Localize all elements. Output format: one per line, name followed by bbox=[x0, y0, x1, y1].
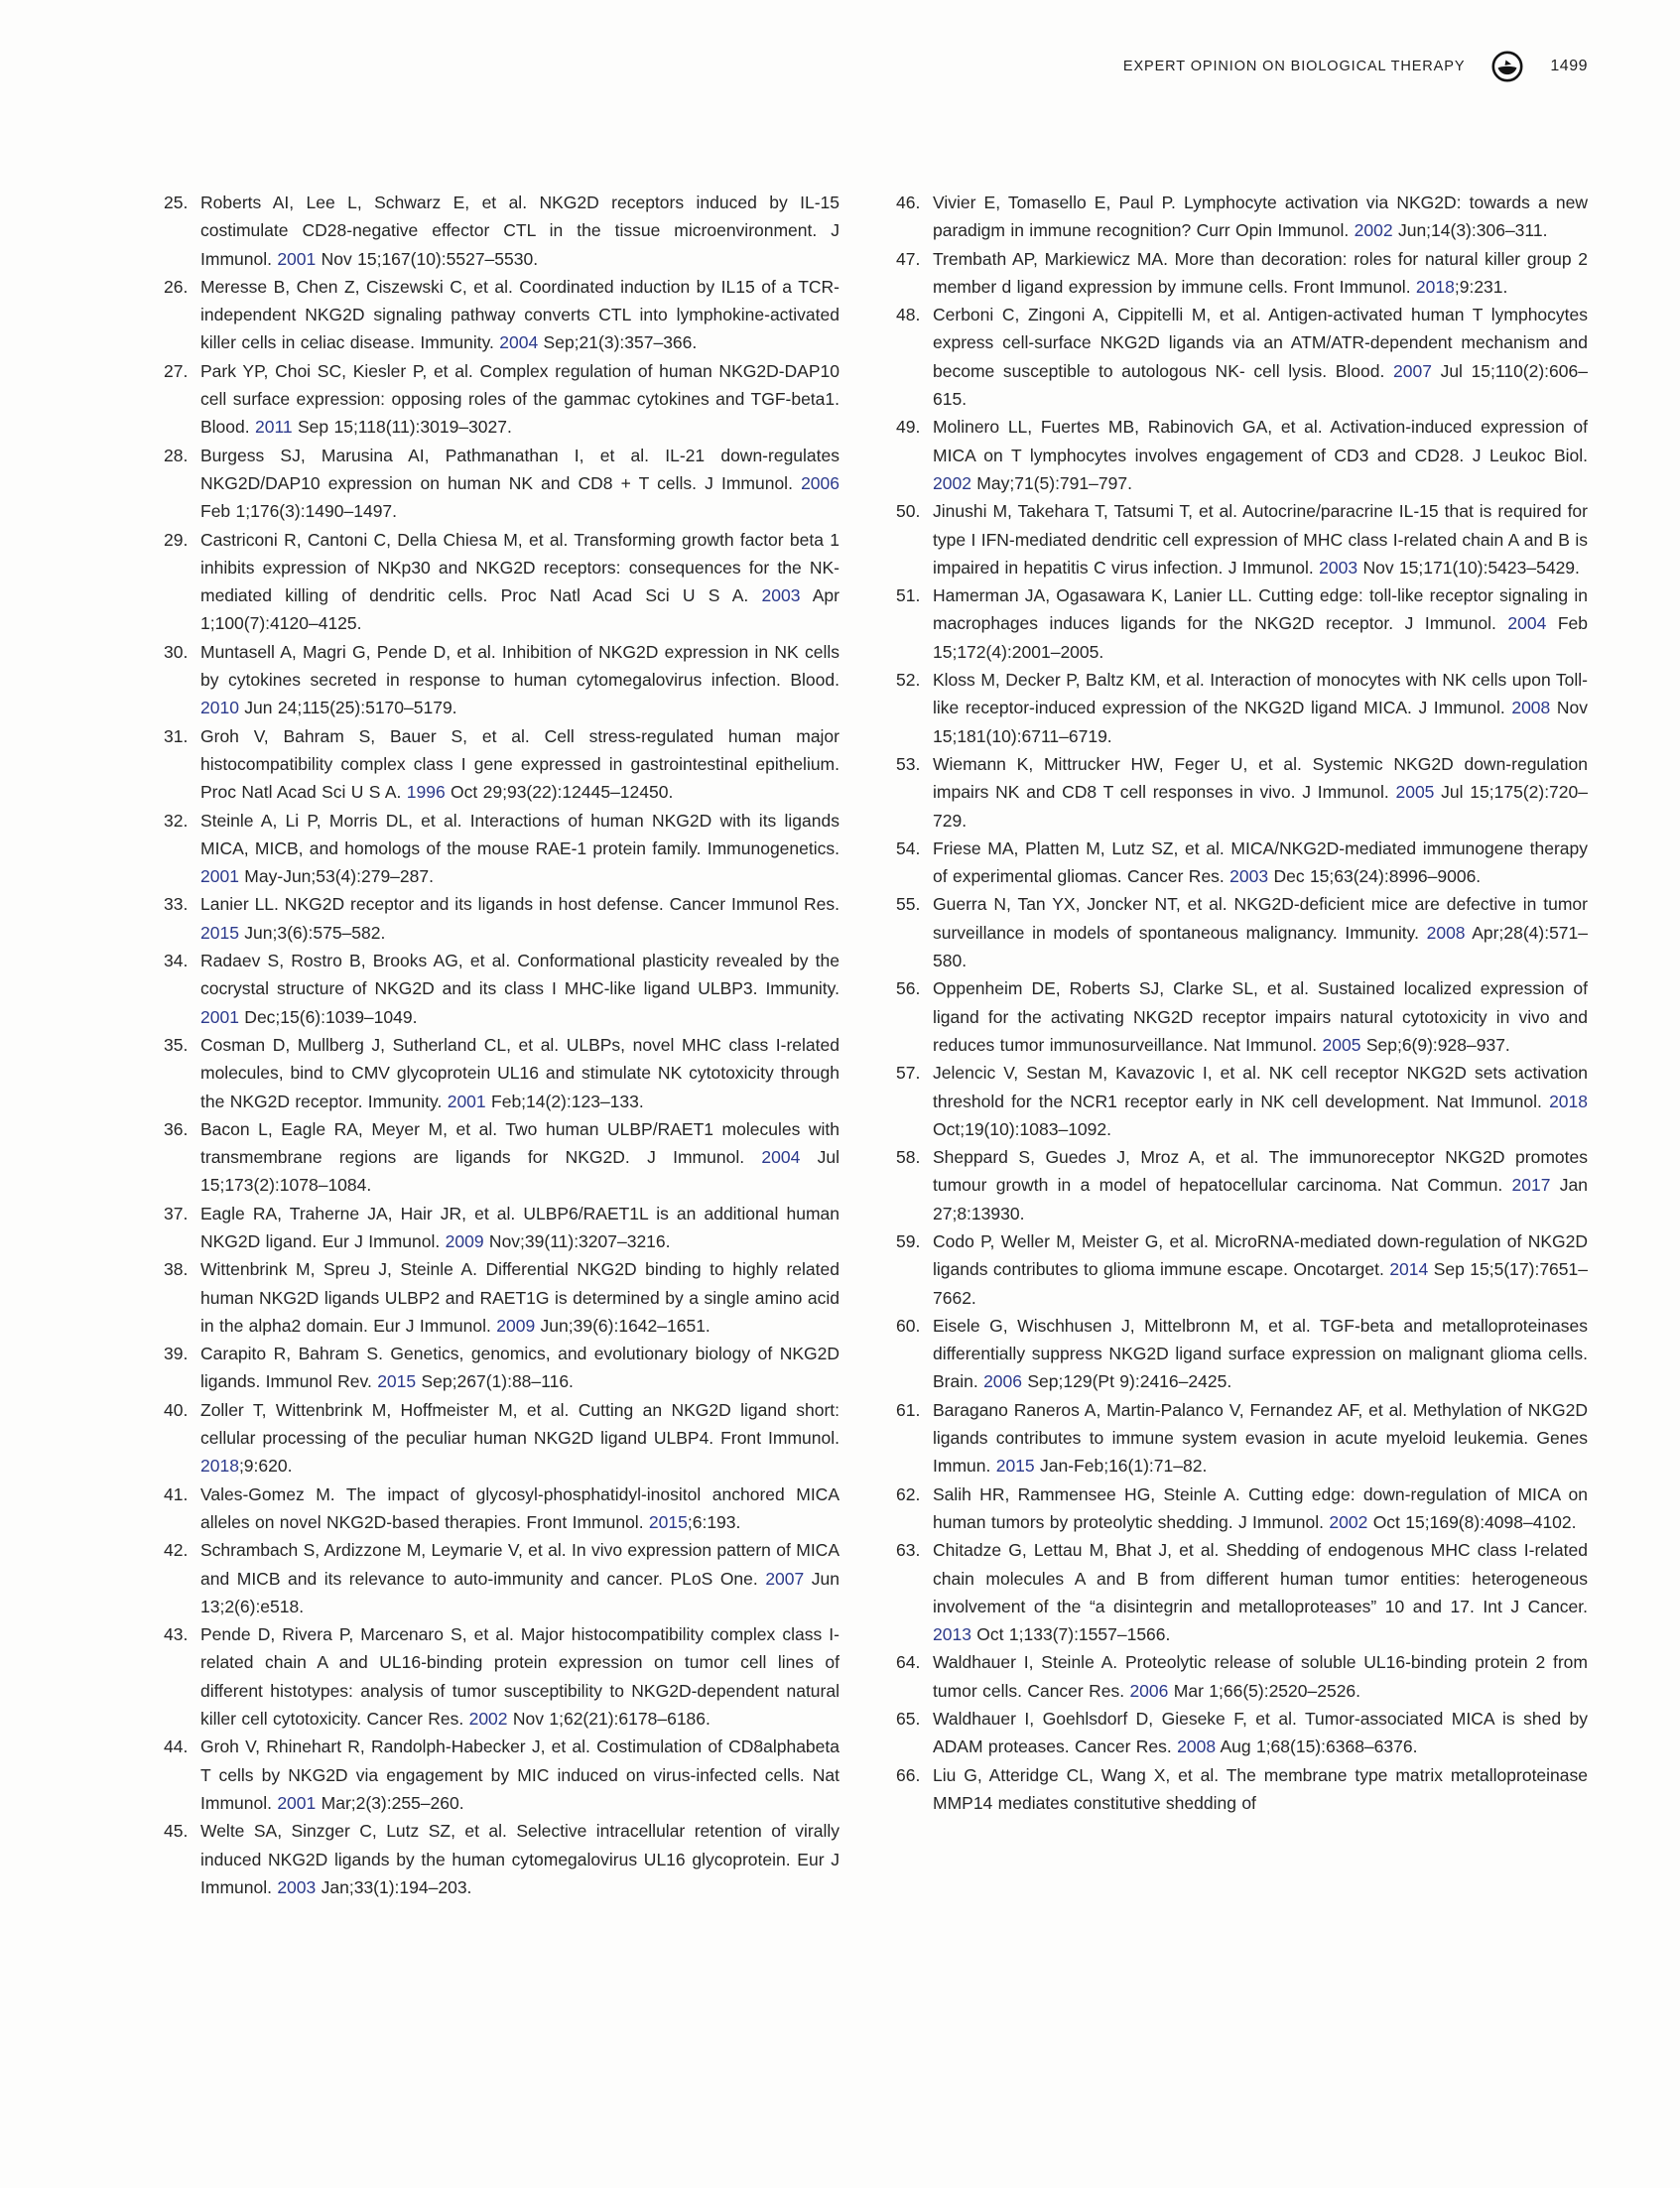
reference-text-cont: Jun;3(6):575–582. bbox=[238, 922, 386, 943]
reference-text-cont: Sep;6(9):928–937. bbox=[1360, 1034, 1510, 1055]
reference-body bbox=[933, 978, 1588, 1055]
reference-body bbox=[933, 1400, 1588, 1477]
reference-year-link[interactable]: 2007 bbox=[765, 1568, 805, 1589]
reference-year-link[interactable]: 2003 bbox=[277, 1876, 317, 1897]
reference-year-link[interactable]: 2015 bbox=[995, 1456, 1035, 1477]
reference-year-link[interactable]: 2003 bbox=[1319, 557, 1358, 578]
reference-text-cont: Aug 1;68(15):6368–6376. bbox=[1216, 1737, 1418, 1757]
reference-body bbox=[933, 1765, 1588, 1813]
reference-text: Bacon L, Eagle RA, Meyer M, et al. Two human ULBP/RAET1 molecules with transmembrane regions are ligands for NKG2D. J Immunol. bbox=[200, 1118, 840, 1168]
reference-year-link[interactable]: 2001 bbox=[200, 866, 239, 887]
reference-year-link[interactable]: 2006 bbox=[801, 472, 840, 493]
reference-number: 64. bbox=[896, 1652, 921, 1673]
reference-year-link[interactable]: 2015 bbox=[648, 1511, 688, 1532]
reference-text-cont: Sep;129(Pt 9):2416–2425. bbox=[1022, 1371, 1232, 1392]
reference-item bbox=[164, 1255, 840, 1340]
reference-number: 66. bbox=[896, 1764, 921, 1785]
reference-number: 41. bbox=[164, 1483, 189, 1504]
reference-text-cont: Feb;14(2):123–133. bbox=[485, 1091, 644, 1111]
reference-text: Carapito R, Bahram S. Genetics, genomics, and evolutionary biology of NKG2D ligands. Immunol Rev. bbox=[200, 1344, 840, 1392]
reference-item bbox=[896, 1227, 1588, 1312]
reference-body bbox=[933, 501, 1588, 578]
reference-number: 51. bbox=[896, 585, 921, 606]
page-header bbox=[1123, 50, 1588, 83]
reference-year-link[interactable]: 2018 bbox=[1549, 1091, 1588, 1111]
reference-number: 55. bbox=[896, 894, 921, 915]
reference-text-cont: Mar;2(3):255–260. bbox=[316, 1792, 464, 1813]
reference-body bbox=[200, 1119, 840, 1196]
reference-text: Hamerman JA, Ogasawara K, Lanier LL. Cutting edge: toll-like receptor signaling in macrophages induces ligands for the NKG2D receptor. J Immunol. bbox=[933, 585, 1588, 634]
reference-text-cont: Dec;15(6):1039–1049. bbox=[238, 1006, 418, 1027]
reference-item bbox=[164, 947, 840, 1031]
reference-text-cont: Jun;39(6):1642–1651. bbox=[535, 1315, 711, 1336]
reference-year-link[interactable]: 2003 bbox=[1229, 866, 1269, 887]
reference-text-cont: Jul 15;173(2):1078–1084. bbox=[200, 1147, 840, 1196]
reference-year-link[interactable]: 2008 bbox=[1426, 922, 1466, 943]
reference-year-link[interactable]: 2011 bbox=[254, 417, 293, 438]
reference-year-link[interactable]: 2006 bbox=[983, 1371, 1023, 1392]
reference-number: 47. bbox=[896, 248, 921, 269]
reference-text-cont: Sep 15;5(17):7651–7662. bbox=[933, 1259, 1588, 1308]
reference-text: Codo P, Weller M, Meister G, et al. MicroRNA-mediated down-regulation of NKG2D ligands contributes to glioma immune escape. Oncotarget. bbox=[933, 1230, 1588, 1280]
reference-year-link[interactable]: 2018 bbox=[200, 1456, 239, 1477]
reference-text: Waldhauer I, Steinle A. Proteolytic release of soluble UL16-binding protein 2 from tumor cells. Cancer Res. bbox=[933, 1652, 1588, 1701]
reference-number: 27. bbox=[164, 360, 189, 381]
reference-item bbox=[896, 497, 1588, 581]
reference-item bbox=[164, 357, 840, 442]
reference-item bbox=[164, 189, 840, 273]
reference-year-link[interactable]: 2005 bbox=[1395, 782, 1435, 803]
reference-body bbox=[933, 1652, 1588, 1700]
reference-item bbox=[164, 1200, 840, 1256]
reference-year-link[interactable]: 2018 bbox=[1415, 276, 1455, 297]
reference-text-cont: Feb 1;176(3):1490–1497. bbox=[200, 501, 398, 522]
reference-text: Castriconi R, Cantoni C, Della Chiesa M, et al. Transforming growth factor beta 1 inhibits expression of NKp30 and NKG2D receptors: consequences for the NK-mediated killing of dendritic cells. Proc Natl Acad Sci U S A. bbox=[200, 529, 840, 606]
reference-item bbox=[896, 890, 1588, 974]
reference-year-link[interactable]: 2002 bbox=[933, 472, 971, 493]
reference-text: Trembath AP, Markiewicz MA. More than decoration: roles for natural killer group 2 member d ligand expression by immune cells. Front Immunol. bbox=[933, 248, 1588, 297]
reference-text: Chitadze G, Lettau M, Bhat J, et al. Shedding of endogenous MHC class I-related chain molecules A and B from different human tumor entities: heterogeneous involvement of the “a disintegrin and metalloproteases” 10 and 17. Int J Cancer. bbox=[933, 1540, 1588, 1616]
reference-text-cont: Jan-Feb;16(1):71–82. bbox=[1034, 1456, 1208, 1477]
reference-body bbox=[200, 1400, 840, 1477]
reference-text: Groh V, Bahram S, Bauer S, et al. Cell stress-regulated human major histocompatibility complex class I gene expressed in gastrointestinal epithelium. Proc Natl Acad Sci U S A. bbox=[200, 725, 840, 803]
reference-text: Kloss M, Decker P, Baltz KM, et al. Interaction of monocytes with NK cells upon Toll-like receptor-induced expression of the NKG2D ligand MICA. J Immunol. bbox=[933, 670, 1588, 718]
reference-body bbox=[933, 193, 1588, 240]
reference-text-cont: Sep 15;118(11):3019–3027. bbox=[292, 417, 512, 438]
reference-text: Wittenbrink M, Spreu J, Steinle A. Differential NKG2D binding to highly related human NKG2D ligands ULBP2 and RAET1G is determined by a single amino acid in the alpha2 domain. Eur J Immunol. bbox=[200, 1259, 840, 1336]
reference-text-cont: Jun 24;115(25):5170–5179. bbox=[238, 698, 457, 718]
reference-year-link[interactable]: 2008 bbox=[1511, 698, 1551, 718]
reference-text: Radaev S, Rostro B, Brooks AG, et al. Conformational plasticity revealed by the cocrystal structure of NKG2D and its class I MHC-like ligand ULBP3. Immunity. bbox=[200, 951, 840, 999]
reference-year-link[interactable]: 2009 bbox=[496, 1315, 536, 1336]
reference-text-cont: May-Jun;53(4):279–287. bbox=[238, 866, 434, 887]
reference-body bbox=[933, 1147, 1588, 1223]
reference-year-link[interactable]: 2010 bbox=[200, 698, 239, 718]
reference-year-link[interactable]: 2001 bbox=[200, 1006, 239, 1027]
reference-number: 52. bbox=[896, 670, 921, 691]
reference-item bbox=[164, 1480, 840, 1537]
reference-body bbox=[200, 726, 840, 803]
reference-number: 30. bbox=[164, 641, 189, 662]
reference-text-cont: Jun;14(3):306–311. bbox=[1392, 220, 1548, 241]
reference-item bbox=[896, 1396, 1588, 1480]
references-columns bbox=[164, 189, 1588, 1901]
reference-year-link[interactable]: 2008 bbox=[1177, 1737, 1217, 1757]
reference-item bbox=[164, 1031, 840, 1115]
reference-year-link[interactable]: 2002 bbox=[1354, 220, 1393, 241]
reference-item bbox=[164, 1620, 840, 1733]
reference-body bbox=[200, 642, 840, 718]
reference-body bbox=[200, 446, 840, 522]
reference-year-link[interactable]: 2015 bbox=[200, 922, 239, 943]
reference-year-link[interactable]: 2009 bbox=[445, 1230, 484, 1251]
reference-text: Baragano Raneros A, Martin-Palanco V, Fernandez AF, et al. Methylation of NKG2D ligands contributes to immune system evasion in acute myeloid leukemia. Genes Immun. bbox=[933, 1399, 1588, 1477]
reference-text-cont: Nov 15;181(10):6711–6719. bbox=[933, 698, 1588, 746]
reference-text: Waldhauer I, Goehlsdorf D, Gieseke F, et al. Tumor-associated MICA is shed by ADAM proteases. Cancer Res. bbox=[933, 1709, 1588, 1757]
reference-text-cont: Sep;21(3):357–366. bbox=[538, 332, 698, 353]
taylor-francis-logo-icon bbox=[1490, 50, 1524, 83]
reference-year-link[interactable]: 2014 bbox=[1389, 1259, 1429, 1280]
reference-text: Meresse B, Chen Z, Ciszewski C, et al. Coordinated induction by IL15 of a TCR-independent NKG2D signaling pathway converts CTL into lymphokine-activated killer cells in celiac disease. Immunity. bbox=[200, 276, 840, 353]
reference-body bbox=[933, 1063, 1588, 1139]
reference-body bbox=[200, 811, 840, 887]
reference-item bbox=[164, 807, 840, 891]
reference-year-link[interactable]: 2006 bbox=[1129, 1680, 1169, 1701]
reference-item bbox=[896, 1761, 1588, 1818]
reference-item bbox=[896, 1648, 1588, 1705]
reference-item bbox=[164, 638, 840, 722]
reference-number: 29. bbox=[164, 529, 189, 550]
reference-year-link[interactable]: 2003 bbox=[761, 585, 801, 606]
reference-text-cont: Jul 15;175(2):720–729. bbox=[933, 782, 1588, 831]
reference-number: 40. bbox=[164, 1399, 189, 1420]
reference-text-cont: Feb 15;172(4):2001–2005. bbox=[933, 613, 1588, 662]
reference-text-cont: Sep;267(1):88–116. bbox=[416, 1371, 574, 1392]
reference-item bbox=[896, 1143, 1588, 1227]
reference-body bbox=[200, 1624, 840, 1729]
reference-text-cont: Oct 15;169(8):4098–4102. bbox=[1367, 1511, 1577, 1532]
reference-text: Jinushi M, Takehara T, Tatsumi T, et al. Autocrine/paracrine IL-15 that is required for type I IFN-mediated dendritic cell expression of MHC class I-related chain A and B is impaired in hepatitis C virus infection. J Immunol. bbox=[933, 501, 1588, 578]
reference-item bbox=[164, 1396, 840, 1480]
reference-item bbox=[896, 1480, 1588, 1537]
reference-number: 57. bbox=[896, 1063, 921, 1084]
reference-number: 61. bbox=[896, 1399, 921, 1420]
reference-year-link[interactable]: 2004 bbox=[499, 332, 539, 353]
reference-body bbox=[933, 838, 1588, 886]
reference-text-cont: Nov 15;171(10):5423–5429. bbox=[1357, 557, 1580, 578]
reference-text-cont: Jul 15;110(2):606–615. bbox=[933, 360, 1588, 410]
reference-item bbox=[164, 890, 840, 947]
reference-body bbox=[933, 1540, 1588, 1644]
reference-text-cont: Oct 29;93(22):12445–12450. bbox=[445, 782, 674, 803]
reference-year-link[interactable]: 2004 bbox=[1507, 613, 1547, 634]
reference-text-cont: Nov 15;167(10):5527–5530. bbox=[316, 248, 539, 269]
reference-number: 33. bbox=[164, 894, 189, 915]
reference-year-link[interactable]: 2013 bbox=[933, 1624, 971, 1645]
reference-body bbox=[200, 1737, 840, 1813]
reference-body bbox=[200, 1821, 840, 1897]
reference-body bbox=[933, 894, 1588, 970]
reference-text: Sheppard S, Guedes J, Mroz A, et al. The immunoreceptor NKG2D promotes tumour growth in a model of hepatocellular carcinoma. Nat Commun. bbox=[933, 1147, 1588, 1196]
reference-text-cont: Apr 1;100(7):4120–4125. bbox=[200, 585, 840, 634]
reference-text: Eagle RA, Traherne JA, Hair JR, et al. ULBP6/RAET1L is an additional human NKG2D ligand. Eur J Immunol. bbox=[200, 1203, 840, 1251]
reference-number: 56. bbox=[896, 978, 921, 999]
reference-text-cont: Apr;28(4):571–580. bbox=[933, 922, 1588, 971]
reference-text: Lanier LL. NKG2D receptor and its ligands in host defense. Cancer Immunol Res. bbox=[200, 894, 840, 915]
reference-number: 35. bbox=[164, 1034, 189, 1055]
reference-text-cont: Nov 1;62(21):6178–6186. bbox=[507, 1709, 711, 1730]
reference-body bbox=[200, 530, 840, 634]
reference-number: 31. bbox=[164, 725, 189, 746]
reference-number: 54. bbox=[896, 837, 921, 858]
reference-item bbox=[164, 526, 840, 638]
reference-number: 60. bbox=[896, 1315, 921, 1336]
reference-body bbox=[200, 951, 840, 1027]
reference-text: Jelencic V, Sestan M, Kavazovic I, et al. NK cell receptor NKG2D sets activation threshold for the NCR1 receptor early in NK cell development. Nat Immunol. bbox=[933, 1063, 1588, 1111]
reference-year-link[interactable]: 2001 bbox=[277, 248, 317, 269]
reference-text: Groh V, Rhinehart R, Randolph-Habecker J, et al. Costimulation of CD8alphabeta T cells by NKG2D via engagement by MIC induced on virus-infected cells. Nat Immunol. bbox=[200, 1737, 840, 1813]
reference-body bbox=[933, 1709, 1588, 1756]
reference-text-cont: Oct 1;133(7):1557–1566. bbox=[970, 1624, 1171, 1645]
references-column-right bbox=[896, 189, 1588, 1901]
reference-number: 32. bbox=[164, 810, 189, 831]
reference-year-link[interactable]: 2015 bbox=[377, 1371, 417, 1392]
reference-text: Schrambach S, Ardizzone M, Leymarie V, et al. In vivo expression pattern of MICA and MICB and its relevance to auto-immunity and cancer. PLoS One. bbox=[200, 1540, 840, 1589]
reference-text-cont: Nov;39(11):3207–3216. bbox=[483, 1230, 671, 1251]
reference-body bbox=[200, 361, 840, 438]
reference-item bbox=[896, 189, 1588, 245]
reference-item bbox=[896, 581, 1588, 666]
reference-item bbox=[164, 1817, 840, 1901]
reference-text-cont: Dec 15;63(24):8996–9006. bbox=[1268, 866, 1482, 887]
reference-item bbox=[896, 245, 1588, 302]
reference-year-link[interactable]: 2007 bbox=[1393, 360, 1432, 381]
reference-number: 37. bbox=[164, 1203, 189, 1223]
reference-year-link[interactable]: 2001 bbox=[277, 1792, 317, 1813]
reference-item bbox=[164, 1536, 840, 1620]
page-number: 1499 bbox=[1550, 58, 1588, 74]
reference-body bbox=[200, 277, 840, 353]
reference-number: 49. bbox=[896, 417, 921, 438]
reference-number: 46. bbox=[896, 193, 921, 212]
reference-text: Molinero LL, Fuertes MB, Rabinovich GA, et al. Activation-induced expression of MICA on T lymphocytes involves engagement of CD3 and CD28. J Leukoc Biol. bbox=[933, 417, 1588, 465]
reference-body bbox=[933, 1484, 1588, 1532]
reference-text: Steinle A, Li P, Morris DL, et al. Interactions of human NKG2D with its ligands MICA, MICB, and homologs of the mouse RAE-1 protein family. Immunogenetics. bbox=[200, 810, 840, 858]
journal-name: EXPERT OPINION ON BIOLOGICAL THERAPY bbox=[1122, 59, 1466, 74]
reference-item bbox=[896, 750, 1588, 835]
reference-year-link[interactable]: 2017 bbox=[1511, 1175, 1551, 1196]
reference-number: 25. bbox=[164, 193, 189, 212]
reference-text-cont: Jan 27;8:13930. bbox=[933, 1175, 1588, 1223]
reference-number: 63. bbox=[896, 1540, 921, 1561]
reference-number: 26. bbox=[164, 276, 189, 297]
reference-text: Eisele G, Wischhusen J, Mittelbronn M, et al. TGF-beta and metalloproteinases differentially suppress NKG2D ligand surface expression on malignant glioma cells. Brain. bbox=[933, 1315, 1588, 1392]
reference-item bbox=[164, 1340, 840, 1396]
reference-number: 45. bbox=[164, 1821, 189, 1842]
reference-number: 42. bbox=[164, 1540, 189, 1561]
reference-text: Liu G, Atteridge CL, Wang X, et al. The membrane type matrix metalloproteinase MMP14 mediates constitutive shedding of bbox=[933, 1764, 1588, 1813]
reference-number: 59. bbox=[896, 1230, 921, 1251]
reference-number: 44. bbox=[164, 1737, 189, 1757]
reference-item bbox=[896, 1536, 1588, 1648]
reference-year-link[interactable]: 2002 bbox=[1329, 1511, 1368, 1532]
reference-number: 39. bbox=[164, 1344, 189, 1364]
reference-number: 50. bbox=[896, 501, 921, 522]
reference-text-cont: Mar 1;66(5):2520–2526. bbox=[1168, 1680, 1361, 1701]
reference-year-link[interactable]: 2002 bbox=[468, 1709, 508, 1730]
reference-text-cont: May;71(5):791–797. bbox=[970, 472, 1132, 493]
reference-item bbox=[896, 413, 1588, 497]
reference-body bbox=[200, 1484, 840, 1532]
reference-body bbox=[933, 585, 1588, 662]
reference-number: 43. bbox=[164, 1624, 189, 1645]
reference-text: Welte SA, Sinzger C, Lutz SZ, et al. Selective intracellular retention of virally induced NKG2D ligands by the human cytomegalovirus UL16 glycoprotein. Eur J Immunol. bbox=[200, 1821, 840, 1897]
reference-body bbox=[200, 1259, 840, 1336]
reference-text-cont: Jun 13;2(6):e518. bbox=[200, 1568, 840, 1616]
reference-item bbox=[896, 1705, 1588, 1761]
reference-number: 38. bbox=[164, 1259, 189, 1280]
reference-number: 36. bbox=[164, 1118, 189, 1139]
reference-text: Wiemann K, Mittrucker HW, Feger U, et al. Systemic NKG2D down-regulation impairs NK and CD8 T cell responses in vivo. J Immunol. bbox=[933, 753, 1588, 803]
reference-item bbox=[896, 1312, 1588, 1396]
reference-item bbox=[164, 1115, 840, 1200]
reference-item bbox=[896, 974, 1588, 1059]
reference-body bbox=[933, 1231, 1588, 1308]
reference-text-cont: Jan;33(1):194–203. bbox=[316, 1876, 472, 1897]
reference-text: Muntasell A, Magri G, Pende D, et al. Inhibition of NKG2D expression in NK cells by cytokines secreted in response to human cytomegalovirus infection. Blood. bbox=[200, 641, 840, 691]
reference-text: Friese MA, Platten M, Lutz SZ, et al. MICA/NKG2D-mediated immunogene therapy of experimental gliomas. Cancer Res. bbox=[933, 837, 1588, 887]
reference-body bbox=[933, 670, 1588, 746]
reference-number: 34. bbox=[164, 951, 189, 971]
reference-text: Pende D, Rivera P, Marcenaro S, et al. Major histocompatibility complex class I-related chain A and UL16-binding protein expression on tumor cell lines of different histotypes: analysis of tumor susceptibility to NKG2D-dependent natural killer cell cytotoxicity. Cancer Res. bbox=[200, 1624, 840, 1730]
reference-text: Burgess SJ, Marusina AI, Pathmanathan I, et al. IL-21 down-regulates NKG2D/DAP10 expression on human NK and CD8 + T cells. J Immunol. bbox=[200, 445, 840, 493]
reference-text: Vivier E, Tomasello E, Paul P. Lymphocyte activation via NKG2D: towards a new paradigm in immune recognition? Curr Opin Immunol. bbox=[933, 193, 1588, 241]
reference-item bbox=[896, 1059, 1588, 1143]
reference-text: Roberts AI, Lee L, Schwarz E, et al. NKG2D receptors induced by IL-15 costimulate CD28-negative effector CTL in the tissue microenvironment. J Immunol. bbox=[200, 193, 840, 269]
reference-body bbox=[933, 417, 1588, 493]
reference-text: Salih HR, Rammensee HG, Steinle A. Cutting edge: down-regulation of MICA on human tumors by proteolytic shedding. J Immunol. bbox=[933, 1483, 1588, 1532]
reference-body bbox=[200, 1540, 840, 1616]
reference-text: Zoller T, Wittenbrink M, Hoffmeister M, et al. Cutting an NKG2D ligand short: cellular processing of the peculiar human NKG2D ligand ULBP4. Front Immunol. bbox=[200, 1399, 840, 1449]
reference-item bbox=[164, 442, 840, 526]
reference-item bbox=[164, 273, 840, 357]
reference-number: 65. bbox=[896, 1709, 921, 1730]
reference-text-cont: Oct;19(10):1083–1092. bbox=[933, 1118, 1111, 1139]
reference-year-link[interactable]: 2004 bbox=[761, 1147, 801, 1168]
reference-year-link[interactable]: 2005 bbox=[1322, 1034, 1361, 1055]
reference-body bbox=[200, 1035, 840, 1111]
reference-year-link[interactable]: 1996 bbox=[406, 782, 446, 803]
reference-body bbox=[200, 894, 840, 942]
reference-item bbox=[164, 1733, 840, 1817]
reference-text: Cosman D, Mullberg J, Sutherland CL, et al. ULBPs, novel MHC class I-related molecules, bind to CMV glycoprotein UL16 and stimulate NK cytotoxicity through the NKG2D receptor. Immunity. bbox=[200, 1034, 840, 1111]
reference-item bbox=[896, 301, 1588, 413]
reference-text: Guerra N, Tan YX, Joncker NT, et al. NKG2D-deficient mice are defective in tumor surveillance in models of spontaneous malignancy. Immunity. bbox=[933, 894, 1588, 943]
reference-year-link[interactable]: 2001 bbox=[447, 1091, 486, 1111]
reference-body bbox=[200, 1204, 840, 1251]
reference-number: 53. bbox=[896, 753, 921, 774]
reference-item bbox=[896, 666, 1588, 750]
reference-body bbox=[200, 193, 840, 269]
reference-text: Cerboni C, Zingoni A, Cippitelli M, et al. Antigen-activated human T lymphocytes express cell-surface NKG2D ligands via an ATM/ATR-dependent mechanism and become susceptible to autologous NK- cell lysis. Blood. bbox=[933, 305, 1588, 381]
reference-number: 58. bbox=[896, 1147, 921, 1168]
reference-body bbox=[933, 1316, 1588, 1392]
reference-text-cont: ;6:193. bbox=[687, 1511, 741, 1532]
references-column-left bbox=[164, 189, 840, 1901]
reference-text: Oppenheim DE, Roberts SJ, Clarke SL, et al. Sustained localized expression of ligand for the activating NKG2D receptor impairs natural cytotoxicity in vivo and reduces tumor immunosurveillance. Nat Immunol. bbox=[933, 978, 1588, 1055]
reference-text-cont: ;9:231. bbox=[1454, 276, 1508, 297]
reference-number: 62. bbox=[896, 1483, 921, 1504]
reference-item bbox=[896, 835, 1588, 891]
reference-number: 48. bbox=[896, 305, 921, 325]
reference-item bbox=[164, 722, 840, 807]
reference-text-cont: ;9:620. bbox=[238, 1456, 293, 1477]
reference-text: Park YP, Choi SC, Kiesler P, et al. Complex regulation of human NKG2D-DAP10 cell surface expression: opposing roles of the gammac cytokines and TGF-beta1. Blood. bbox=[200, 360, 840, 438]
reference-number: 28. bbox=[164, 445, 189, 465]
reference-body bbox=[200, 1344, 840, 1391]
reference-body bbox=[933, 249, 1588, 297]
reference-body bbox=[933, 754, 1588, 831]
reference-body bbox=[933, 305, 1588, 409]
reference-text: Vales-Gomez M. The impact of glycosyl-phosphatidyl-inositol anchored MICA alleles on novel NKG2D-based therapies. Front Immunol. bbox=[200, 1483, 840, 1532]
